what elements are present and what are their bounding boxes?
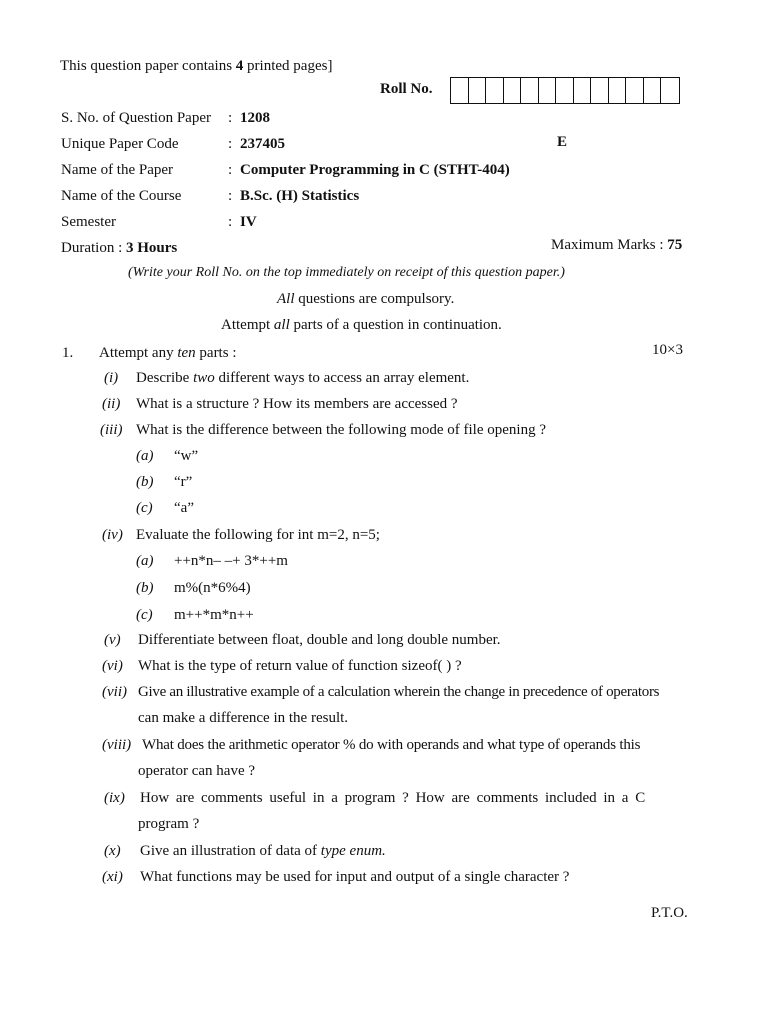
course-label: Name of the Course bbox=[61, 188, 182, 204]
roll-no-boxes[interactable] bbox=[450, 77, 680, 104]
part-number: (vii) bbox=[102, 684, 127, 700]
set-letter: E bbox=[557, 134, 568, 150]
part-number: (ix) bbox=[104, 790, 125, 806]
part-text: What functions may be used for input and output of a single character ? bbox=[140, 869, 570, 885]
part-text-continued: operator can have ? bbox=[138, 763, 256, 779]
roll-no-box[interactable] bbox=[556, 78, 574, 103]
part-text: Give an illustration of data of type enum. bbox=[140, 843, 386, 859]
maximum-marks: Maximum Marks : 75 bbox=[551, 237, 683, 253]
subpart-number: (c) bbox=[136, 500, 153, 516]
semester-label: Semester bbox=[61, 214, 116, 230]
roll-no-box[interactable] bbox=[539, 78, 557, 103]
part-text: What is the type of return value of function sizeof( ) ? bbox=[138, 658, 462, 674]
colon: : bbox=[228, 110, 233, 126]
subpart-text: “a” bbox=[174, 500, 194, 516]
course-value: B.Sc. (H) Statistics bbox=[240, 188, 360, 204]
paper-value: Computer Programming in C (STHT-404) bbox=[240, 162, 510, 178]
part-number: (vi) bbox=[102, 658, 123, 674]
roll-no-box[interactable] bbox=[609, 78, 627, 103]
sno-label: S. No. of Question Paper bbox=[61, 110, 211, 126]
roll-no-box[interactable] bbox=[644, 78, 662, 103]
subpart-number: (a) bbox=[136, 553, 154, 569]
roll-no-box[interactable] bbox=[521, 78, 539, 103]
roll-no-box[interactable] bbox=[591, 78, 609, 103]
roll-no-box[interactable] bbox=[661, 78, 679, 103]
subpart-text: “r” bbox=[174, 474, 193, 490]
sno-value: 1208 bbox=[240, 110, 270, 126]
duration: Duration : 3 Hours bbox=[61, 240, 178, 256]
subpart-number: (b) bbox=[136, 580, 154, 596]
part-number: (iv) bbox=[102, 527, 123, 543]
colon: : bbox=[228, 188, 233, 204]
part-text: Evaluate the following for int m=2, n=5; bbox=[136, 527, 380, 543]
part-text: How are comments useful in a program ? How are comments included in a C bbox=[140, 790, 646, 806]
part-number: (x) bbox=[104, 843, 121, 859]
part-text: What is a structure ? How its members are accessed ? bbox=[136, 396, 458, 412]
part-number: (iii) bbox=[100, 422, 123, 438]
subpart-text: ++n*n– –+ 3*++m bbox=[174, 553, 288, 569]
part-number: (xi) bbox=[102, 869, 123, 885]
part-text: What does the arithmetic operator % do with operands and what type of operands this bbox=[142, 737, 641, 753]
compulsory-instruction: All questions are compulsory. bbox=[277, 291, 455, 307]
roll-no-box[interactable] bbox=[626, 78, 644, 103]
please-turn-over: P.T.O. bbox=[651, 905, 688, 921]
semester-value: IV bbox=[240, 214, 257, 230]
question-number: 1. bbox=[62, 345, 74, 361]
colon: : bbox=[228, 214, 233, 230]
roll-no-label: Roll No. bbox=[380, 81, 433, 97]
question-stem: Attempt any ten parts : bbox=[99, 345, 237, 361]
paper-label: Name of the Paper bbox=[61, 162, 174, 178]
colon: : bbox=[228, 136, 233, 152]
part-text: Give an illustrative example of a calculation wherein the change in precedence of operators bbox=[138, 684, 660, 700]
question-marks: 10×3 bbox=[652, 342, 683, 358]
part-text: Describe two different ways to access an array element. bbox=[136, 370, 470, 386]
printed-pages-note: This question paper contains 4 printed pages] bbox=[60, 58, 333, 74]
subpart-number: (b) bbox=[136, 474, 154, 490]
part-number: (viii) bbox=[102, 737, 132, 753]
roll-no-box[interactable] bbox=[469, 78, 487, 103]
upc-value: 237405 bbox=[240, 136, 285, 152]
part-number: (i) bbox=[104, 370, 119, 386]
part-text: What is the difference between the following mode of file opening ? bbox=[136, 422, 546, 438]
roll-no-box[interactable] bbox=[451, 78, 469, 103]
subpart-text: “w” bbox=[174, 448, 199, 464]
roll-no-box[interactable] bbox=[574, 78, 592, 103]
roll-instruction: (Write your Roll No. on the top immediately on receipt of this question paper.) bbox=[128, 265, 565, 280]
colon: : bbox=[228, 162, 233, 178]
attempt-instruction: Attempt all parts of a question in continuation. bbox=[221, 317, 502, 333]
subpart-text: m%(n*6%4) bbox=[174, 580, 251, 596]
roll-no-box[interactable] bbox=[504, 78, 522, 103]
part-number: (v) bbox=[104, 632, 121, 648]
part-text-continued: can make a difference in the result. bbox=[138, 710, 349, 726]
roll-no-box[interactable] bbox=[486, 78, 504, 103]
subpart-number: (a) bbox=[136, 448, 154, 464]
part-text: Differentiate between float, double and long double number. bbox=[138, 632, 501, 648]
part-text-continued: program ? bbox=[138, 816, 200, 832]
subpart-text: m++*m*n++ bbox=[174, 607, 254, 623]
subpart-number: (c) bbox=[136, 607, 153, 623]
upc-label: Unique Paper Code bbox=[61, 136, 179, 152]
part-number: (ii) bbox=[102, 396, 121, 412]
